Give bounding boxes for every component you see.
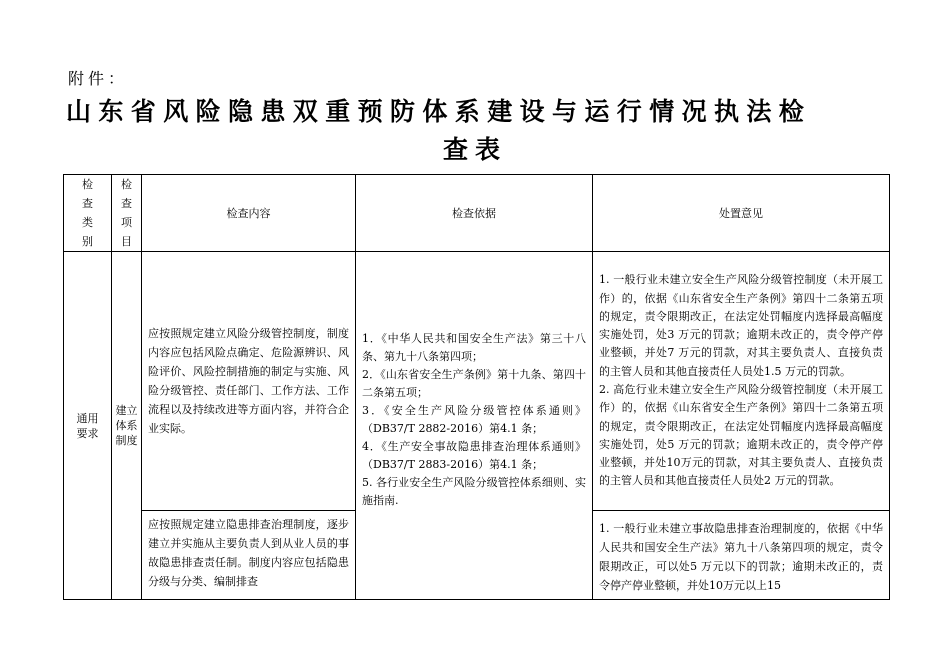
basis-item: 1．《中华人民共和国安全生产法》第三十八条、第九十八条第四项； <box>362 332 586 363</box>
item-cell: 建立体系制度 <box>112 252 142 600</box>
attachment-label: 附件： <box>68 69 129 88</box>
inspection-table <box>63 174 890 600</box>
basis-item: 5. 各行业安全生产风险分级管控体系细则、实施指南. <box>362 476 586 507</box>
basis-cell <box>356 252 593 600</box>
opinion-cell-2: 1. 一般行业未建立事故隐患排查治理制度的，依据《中华人民共和国安全生产法》第九十八条第四项的规定，责令限期改正，可以处5 万元以下的罚款；逾期未改正的，责令停产停业整顿，并处10万元以上15 <box>593 511 890 600</box>
document-title-line1: 山东省风险隐患双重预防体系建设与运行情况执法检 <box>66 97 812 126</box>
basis-item: 2．《山东省安全生产条例》第十九条、第四十二条第五项； <box>362 368 586 399</box>
table-header-row <box>64 175 890 252</box>
document-title-line2: 查表 <box>442 135 507 164</box>
basis-item: 4．《生产安全事故隐患排查治理体系通则》（DB37/T 2883-2016）第4.1 条； <box>362 440 586 471</box>
content-cell-2: 应按照规定建立隐患排查治理制度，逐步建立并实施从主要负责人到从业人员的事故隐患排查责任制。制度内容应包括隐患分级与分类、编制排查 <box>142 511 356 600</box>
category-cell: 通用要求 <box>64 252 112 600</box>
basis-item: 3．《安全生产风险分级管控体系通则》（DB37/T 2882-2016）第4.1 条； <box>362 404 586 435</box>
opinion-paragraph: 2. 高危行业未建立安全生产风险分级管控制度（未开展工作）的，依据《山东省安全生产条例》第四十二条第五项的规定，责令限期改正，在法定处罚幅度内选择最高幅度实施处罚，处5 万元的罚款；逾期未改正的，责令停产停业整顿，并处10万元的罚款，对其主要负责人、直接负责的主管人员和其他直接责任人员处2 万元的罚款。 <box>599 383 883 488</box>
content-cell-1: 应按照规定建立风险分级管控制度，制度内容应包括风险点确定、危险源辨识、风险评价、风险控制措施的制定与实施、风险分级管控、责任部门、工作方法、工作流程以及持续改进等方面内容，并符合企业实际。 <box>142 252 356 511</box>
opinion-cell-1 <box>593 252 890 511</box>
table-row <box>64 252 890 511</box>
opinion-paragraph: 1. 一般行业未建立安全生产风险分级管控制度（未开展工作）的，依据《山东省安全生产条例》第四十二条第五项的规定，责令限期改正，在法定处罚幅度内选择最高幅度实施处罚，处3 万元的罚款；逾期未改正的，责令停产停业整顿，并处7 万元的罚款，对其主要负责人、直接负责的主管人员和其他直接责任人员处1.5 万元的罚款。 <box>599 273 883 378</box>
header-content: 检查内容 <box>142 175 356 252</box>
header-item: 检查项目 <box>112 175 142 252</box>
header-basis: 检查依据 <box>356 175 593 252</box>
header-opinion: 处置意见 <box>593 175 890 252</box>
header-category: 检查类别 <box>64 175 112 252</box>
